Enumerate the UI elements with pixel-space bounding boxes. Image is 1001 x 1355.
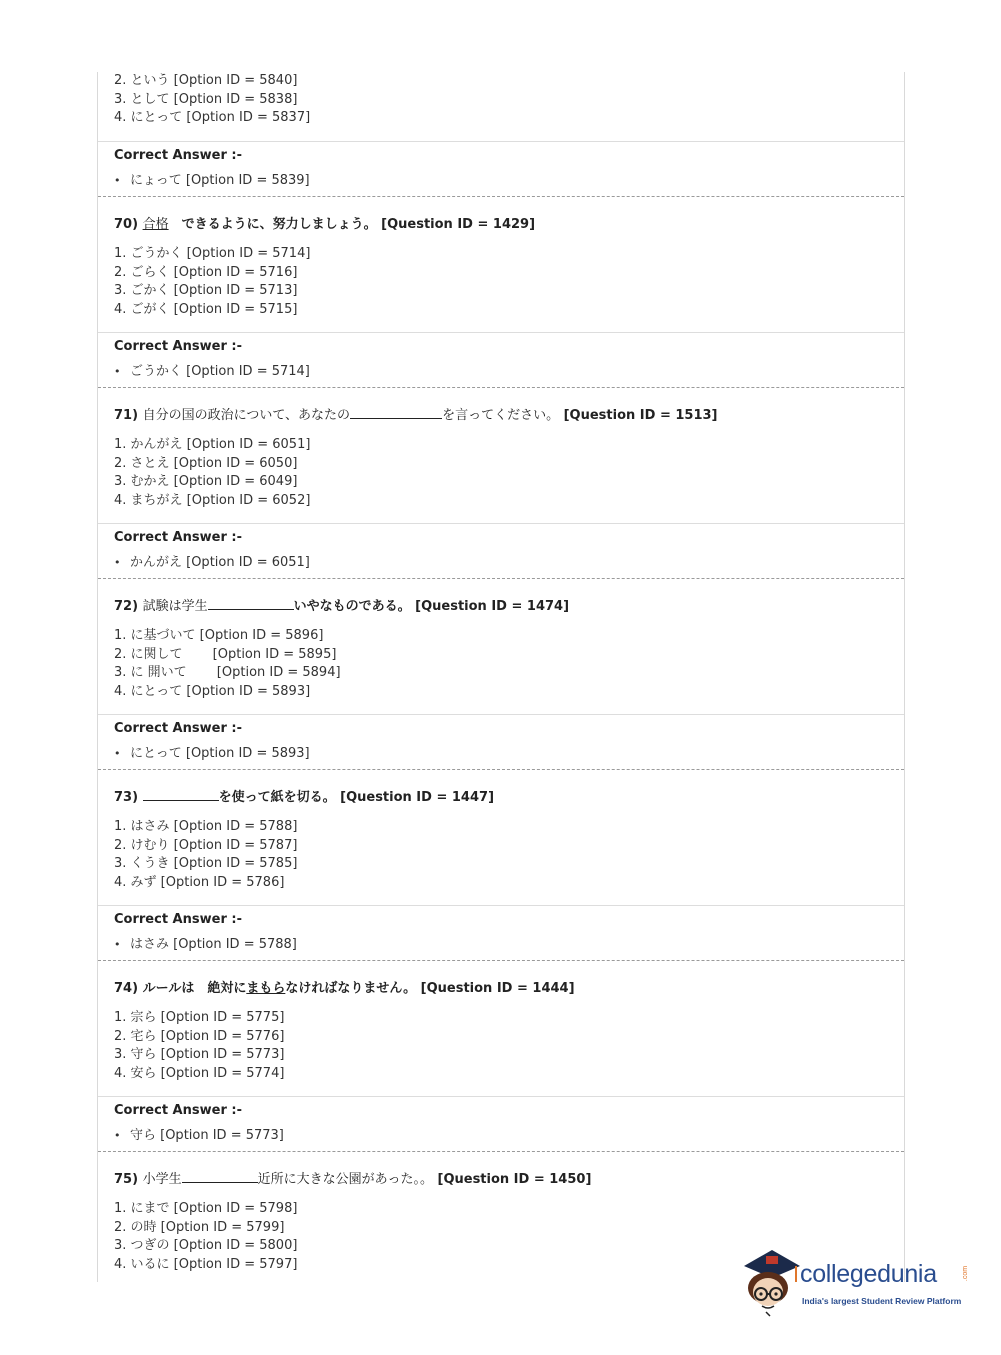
question-id: [Question ID = 1447] xyxy=(340,790,495,805)
option-item: 1. 宗ら [Option ID = 5775] xyxy=(114,1010,285,1025)
question-id: [Question ID = 1429] xyxy=(381,217,536,232)
option-item: 4. いるに [Option ID = 5797] xyxy=(114,1256,298,1272)
correct-answer-value: • にとって [Option ID = 5893] xyxy=(114,746,310,761)
question-paper-frame xyxy=(97,72,905,1282)
question-70-title: 70) 合格 できるように、努力しましょう。 [Question ID = 1429] xyxy=(114,217,536,232)
bullet-icon: • xyxy=(114,365,121,378)
options-list xyxy=(114,818,297,892)
bullet-icon: • xyxy=(114,1129,121,1142)
option-item: 4. 安ら [Option ID = 5774] xyxy=(114,1065,285,1081)
underlined-word: まもら xyxy=(246,981,286,996)
question-id: [Question ID = 1444] xyxy=(420,981,575,996)
option-item: 1. はさみ [Option ID = 5788] xyxy=(114,819,298,834)
option-item: 2. ごらく [Option ID = 5716] xyxy=(114,264,298,280)
question-separator xyxy=(98,387,904,388)
option-item: 2. の時 [Option ID = 5799] xyxy=(114,1219,285,1235)
section-divider xyxy=(98,905,904,906)
option-item: 4. にとって [Option ID = 5893] xyxy=(114,683,311,699)
correct-answer-heading: Correct Answer :- xyxy=(114,912,242,927)
question-separator xyxy=(98,769,904,770)
correct-answer-heading: Correct Answer :- xyxy=(114,339,242,354)
options-list xyxy=(114,1009,284,1083)
question-id: [Question ID = 1513] xyxy=(563,408,718,423)
answer-blank xyxy=(208,597,294,610)
option-item: 2. けむり [Option ID = 5787] xyxy=(114,837,298,853)
answer-blank xyxy=(350,406,442,419)
question-id: [Question ID = 1450] xyxy=(437,1172,592,1187)
option-item: 2. 宅ら [Option ID = 5776] xyxy=(114,1028,285,1044)
correct-answer-heading: Correct Answer :- xyxy=(114,148,242,163)
question-73-title: 73) を使って紙を切る。 [Question ID = 1447] xyxy=(114,790,495,805)
collegedunia-logo[interactable] xyxy=(742,1248,972,1318)
option-item: 3. むかえ [Option ID = 6049] xyxy=(114,474,298,489)
correct-answer-value: • 守ら [Option ID = 5773] xyxy=(114,1128,284,1143)
question-separator xyxy=(98,578,904,579)
option-item: 3. くうき [Option ID = 5785] xyxy=(114,856,298,871)
question-74-title: 74) ルールは 絶対にまもらなければなりません。 [Question ID = 1444] xyxy=(114,981,575,996)
logo-tagline: India's largest Student Review Platform xyxy=(802,1296,962,1306)
underlined-word: 合格 xyxy=(142,217,169,232)
question-75-title: 75) 小学生 近所に大きな公園があった。。 [Question ID = 1450] xyxy=(114,1172,592,1187)
option-item: 2. さとえ [Option ID = 6050] xyxy=(114,455,298,471)
bullet-icon: • xyxy=(114,556,121,569)
question-id: [Question ID = 1474] xyxy=(415,599,570,614)
options-list xyxy=(114,1200,297,1274)
options-list xyxy=(114,72,310,128)
correct-answer-heading: Correct Answer :- xyxy=(114,530,242,545)
question-separator xyxy=(98,1151,904,1152)
option-item: 2. という [Option ID = 5840] xyxy=(114,73,298,88)
option-item: 4. ごがく [Option ID = 5715] xyxy=(114,301,298,317)
correct-answer-heading: Correct Answer :- xyxy=(114,721,242,736)
option-item: 1. ごうかく [Option ID = 5714] xyxy=(114,246,311,261)
bullet-icon: • xyxy=(114,747,121,760)
correct-answer-heading: Correct Answer :- xyxy=(114,1103,242,1118)
option-item: 4. みず [Option ID = 5786] xyxy=(114,874,285,890)
option-item: 1. にまで [Option ID = 5798] xyxy=(114,1201,298,1216)
option-item: 2. に関して [Option ID = 5895] xyxy=(114,646,337,662)
option-item: 3. ごかく [Option ID = 5713] xyxy=(114,283,298,298)
section-divider xyxy=(98,1096,904,1097)
mascot-icon xyxy=(742,1248,802,1318)
logo-com-suffix: .com xyxy=(962,1265,970,1282)
option-item: 3. 守ら [Option ID = 5773] xyxy=(114,1047,285,1062)
option-item: 1. に基づいて [Option ID = 5896] xyxy=(114,628,324,643)
option-item: 4. まちがえ [Option ID = 6052] xyxy=(114,492,311,508)
options-list xyxy=(114,436,310,510)
question-separator xyxy=(98,960,904,961)
option-item: 3. つぎの [Option ID = 5800] xyxy=(114,1238,298,1253)
options-list xyxy=(114,245,310,319)
option-item: 3. として [Option ID = 5838] xyxy=(114,91,298,107)
question-separator xyxy=(98,196,904,197)
section-divider xyxy=(98,141,904,142)
correct-answer-value: • ごうかく [Option ID = 5714] xyxy=(114,364,310,379)
correct-answer-value: • はさみ [Option ID = 5788] xyxy=(114,937,297,952)
correct-answer-value: • にょって [Option ID = 5839] xyxy=(114,173,310,188)
bullet-icon: • xyxy=(114,174,121,187)
option-item: 4. にとって [Option ID = 5837] xyxy=(114,110,311,125)
question-72-title: 72) 試験は学生 いやなものである。 [Question ID = 1474] xyxy=(114,599,570,614)
option-item: 1. かんがえ [Option ID = 6051] xyxy=(114,437,311,452)
logo-wordmark: collegedunia xyxy=(800,1260,937,1288)
answer-blank xyxy=(143,788,219,801)
question-71-title: 71) 自分の国の政治について、あなたの を言ってください。 [Question ID = 1513] xyxy=(114,408,718,423)
correct-answer-value: • かんがえ [Option ID = 6051] xyxy=(114,555,310,570)
bullet-icon: • xyxy=(114,938,121,951)
section-divider xyxy=(98,523,904,524)
section-divider xyxy=(98,714,904,715)
option-item: 3. に 開いて [Option ID = 5894] xyxy=(114,665,341,680)
answer-blank xyxy=(182,1170,258,1183)
options-list xyxy=(114,627,341,701)
section-divider xyxy=(98,332,904,333)
